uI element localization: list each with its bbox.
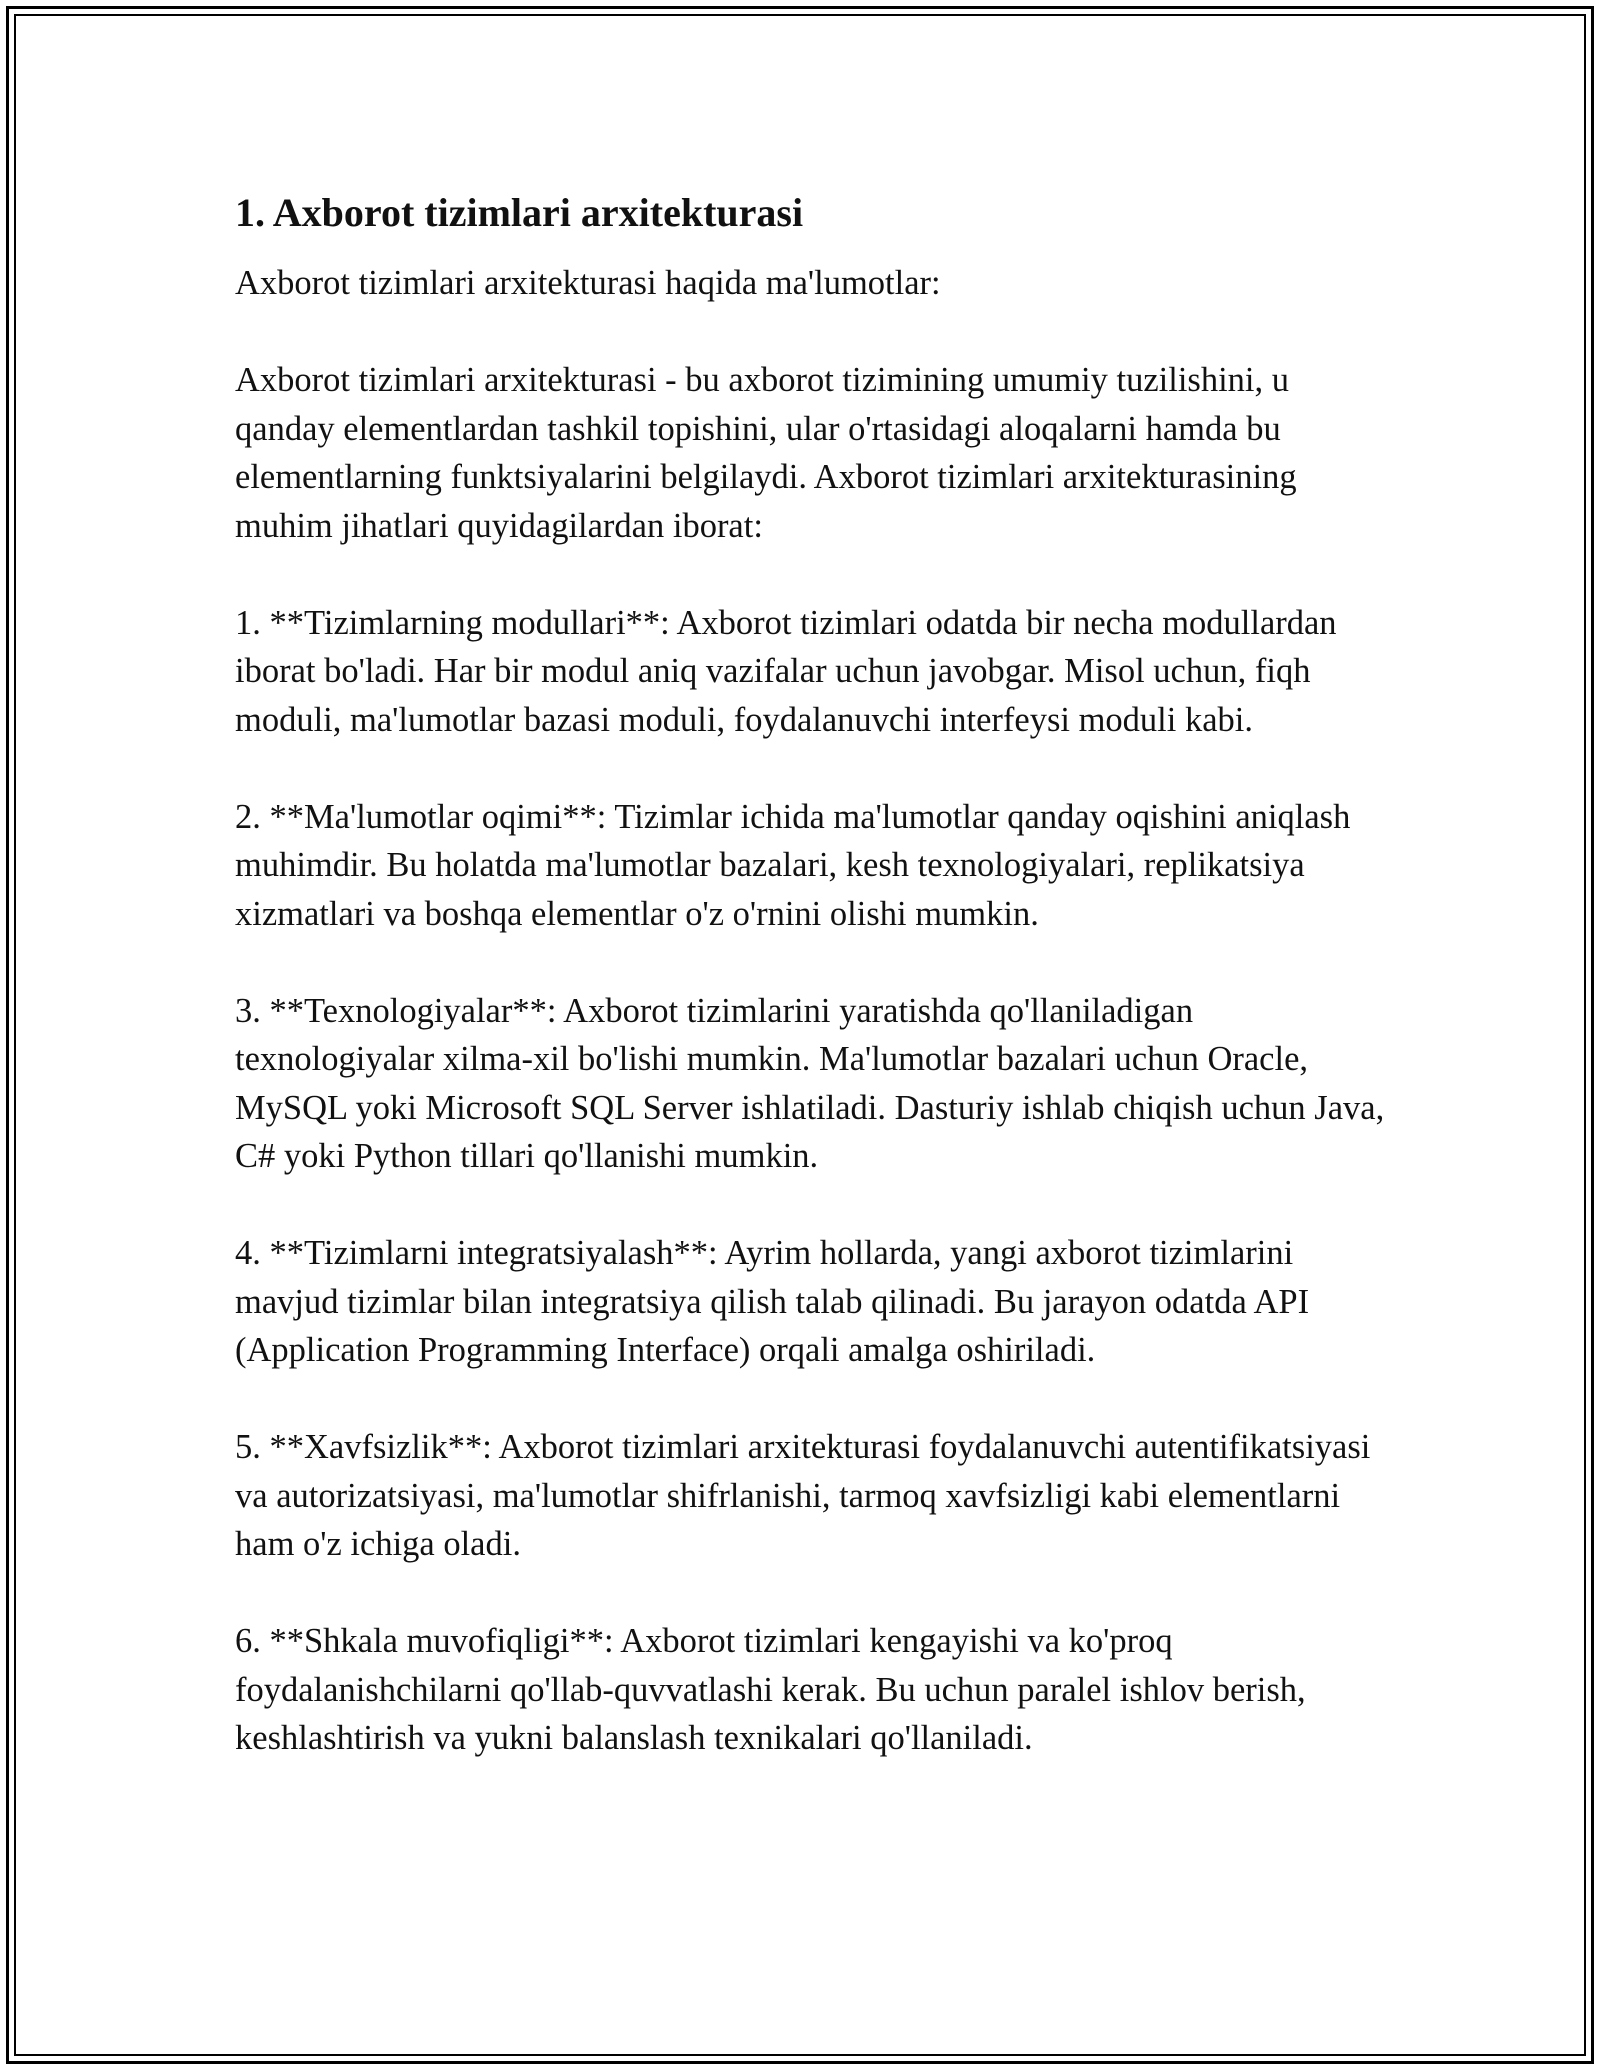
list-item: 6. **Shkala muvofiqligi**: Axborot tizimlari kengayishi va ko'proq foydalanishchilarni qo'llab-quvvatlashi kerak. Bu uchun paralel ishlov berish, keshlashtirish va yukni balanslash texnikalari qo'llaniladi. [235,1622,1306,1757]
list-item: 3. **Texnologiyalar**: Axborot tizimlarini yaratishda qo'llaniladigan texnologiyalar xilma-xil bo'lishi mumkin. Ma'lumotlar bazalari uchun Oracle, MySQL yoki Microsoft SQL Server ishlatiladi. Dasturiy ishlab chiqish uchun Java, C# yoki Python tillari qo'llanishi mumkin. [235,991,1385,1175]
list-item: 1. **Tizimlarning modullari**: Axborot tizimlari odatda bir necha modullardan iborat bo'ladi. Har bir modul aniq vazifalar uchun javobgar. Misol uchun, fiqh moduli, ma'lumotlar bazasi moduli, foydalanuvchi interfeysi moduli kabi. [235,603,1337,739]
list-item: 4. **Tizimlarni integratsiyalash**: Ayrim hollarda, yangi axborot tizimlarini mavjud tizimlar bilan integratsiya qilish talab qilinadi. Bu jarayon odatda API (Application Programming Interface) orqali amalga oshiriladi. [235,1234,1310,1369]
overview-paragraph: Axborot tizimlari arxitekturasi - bu axborot tizimining umumiy tuzilishini, u qanday elementlardan tashkil topishini, ular o'rtasidagi aloqalarni hamda bu elementlarning funktsiyalarini belgilaydi. Axborot tizimlari arxitekturasining muhim jihatlari quyidagilardan iborat: [235,361,1297,545]
list-item: 2. **Ma'lumotlar oqimi**: Tizimlar ichida ma'lumotlar qanday oqishini aniqlash muhimdir. Bu holatda ma'lumotlar bazalari, kesh texnologiyalari, replikatsiya xizmatlari va boshqa elementlar o'z o'rnini olishi mumkin. [235,797,1351,933]
document-title: 1. Axborot tizimlari arxitekturasi [235,190,804,235]
list-item: 5. **Xavfsizlik**: Axborot tizimlari arxitekturasi foydalanuvchi autentifikatsiyasi va autorizatsiyasi, ma'lumotlar shifrlanishi, tarmoq xavfsizligi kabi elementlarni ham o'z ichiga oladi. [235,1428,1371,1563]
intro-paragraph: Axborot tizimlari arxitekturasi haqida ma'lumotlar: [235,264,941,302]
document-body [235,185,1385,1763]
